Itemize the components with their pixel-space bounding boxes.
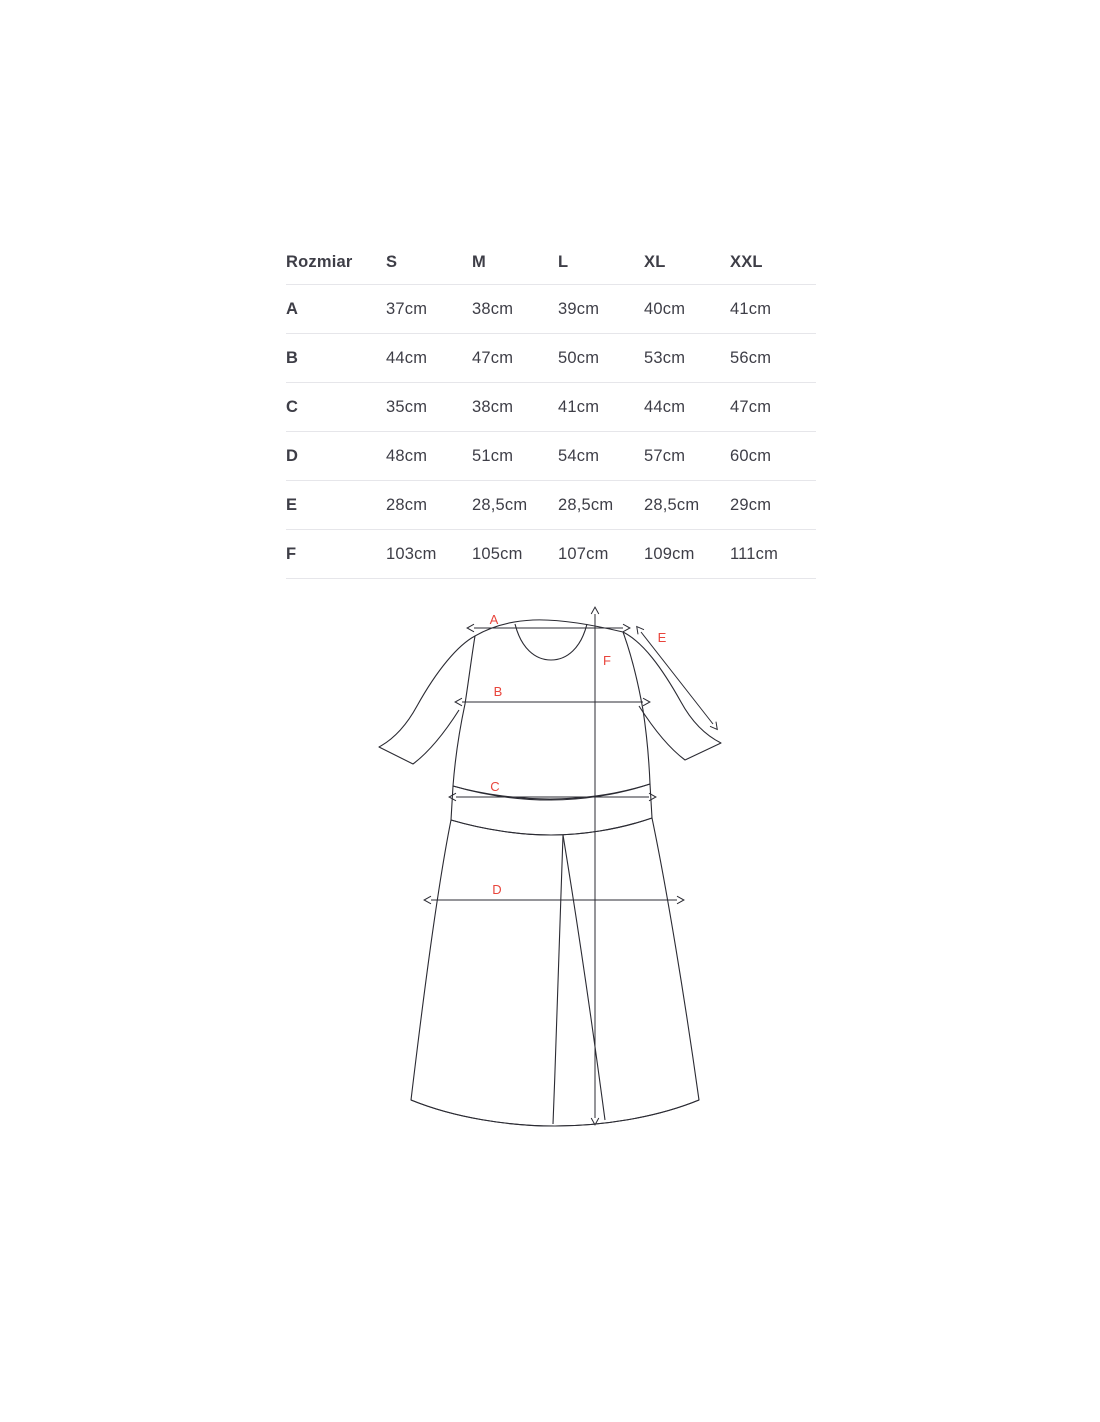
measure-label-f: F (603, 653, 611, 668)
skirt-hem-shape (411, 1100, 699, 1126)
cell-f-xl: 109cm (644, 530, 730, 579)
column-header-m: M (472, 240, 558, 285)
measure-label-c: C (490, 779, 500, 794)
skirt-wrap-line-2 (563, 835, 605, 1120)
cell-a-xl: 40cm (644, 285, 730, 334)
cell-f-m: 105cm (472, 530, 558, 579)
cell-e-xl: 28,5cm (644, 481, 730, 530)
table-row (286, 432, 816, 481)
measure-label-a: A (489, 612, 499, 627)
neckline-shape (515, 624, 587, 660)
table-row (286, 334, 816, 383)
cell-a-m: 38cm (472, 285, 558, 334)
row-label-c: C (286, 383, 386, 432)
cell-e-m: 28,5cm (472, 481, 558, 530)
cell-c-xxl: 47cm (730, 383, 816, 432)
row-label-b: B (286, 334, 386, 383)
row-label-e: E (286, 481, 386, 530)
cell-f-l: 107cm (558, 530, 644, 579)
cell-f-s: 103cm (386, 530, 472, 579)
cell-a-l: 39cm (558, 285, 644, 334)
measure-labels-group (490, 612, 667, 897)
measure-line-e (641, 632, 713, 724)
measure-lines-group (431, 614, 713, 1118)
dress-measurement-diagram (355, 590, 765, 1170)
table-row (286, 481, 816, 530)
column-header-xl: XL (644, 240, 730, 285)
cell-d-xl: 57cm (644, 432, 730, 481)
column-header-xxl: XXL (730, 240, 816, 285)
cell-d-xxl: 60cm (730, 432, 816, 481)
size-table-head (286, 240, 816, 285)
cell-d-l: 54cm (558, 432, 644, 481)
table-row (286, 530, 816, 579)
cell-b-s: 44cm (386, 334, 472, 383)
cell-b-xl: 53cm (644, 334, 730, 383)
cell-b-m: 47cm (472, 334, 558, 383)
skirt-wrap-line (553, 835, 563, 1124)
row-label-f: F (286, 530, 386, 579)
table-row (286, 383, 816, 432)
cell-e-xxl: 29cm (730, 481, 816, 530)
cell-e-l: 28,5cm (558, 481, 644, 530)
dress-outline-group (379, 620, 721, 1126)
cell-f-xxl: 111cm (730, 530, 816, 579)
measure-label-e: E (657, 630, 667, 645)
cell-c-l: 41cm (558, 383, 644, 432)
measure-label-b: B (493, 684, 503, 699)
size-table (286, 240, 816, 579)
measure-label-d: D (492, 882, 502, 897)
cell-a-s: 37cm (386, 285, 472, 334)
column-header-rozmiar: Rozmiar (286, 240, 386, 285)
cell-c-m: 38cm (472, 383, 558, 432)
cell-d-m: 51cm (472, 432, 558, 481)
cell-e-s: 28cm (386, 481, 472, 530)
cell-c-s: 35cm (386, 383, 472, 432)
row-label-a: A (286, 285, 386, 334)
cell-b-l: 50cm (558, 334, 644, 383)
right-sleeve-shape (623, 632, 721, 760)
column-header-s: S (386, 240, 472, 285)
left-sleeve-shape (379, 636, 475, 764)
cell-b-xxl: 56cm (730, 334, 816, 383)
cell-a-xxl: 41cm (730, 285, 816, 334)
cell-d-s: 48cm (386, 432, 472, 481)
bodice-shape (453, 620, 650, 799)
size-table-body (286, 285, 816, 579)
column-header-l: L (558, 240, 644, 285)
table-header-row (286, 240, 816, 285)
cell-c-xl: 44cm (644, 383, 730, 432)
table-row (286, 285, 816, 334)
row-label-d: D (286, 432, 386, 481)
